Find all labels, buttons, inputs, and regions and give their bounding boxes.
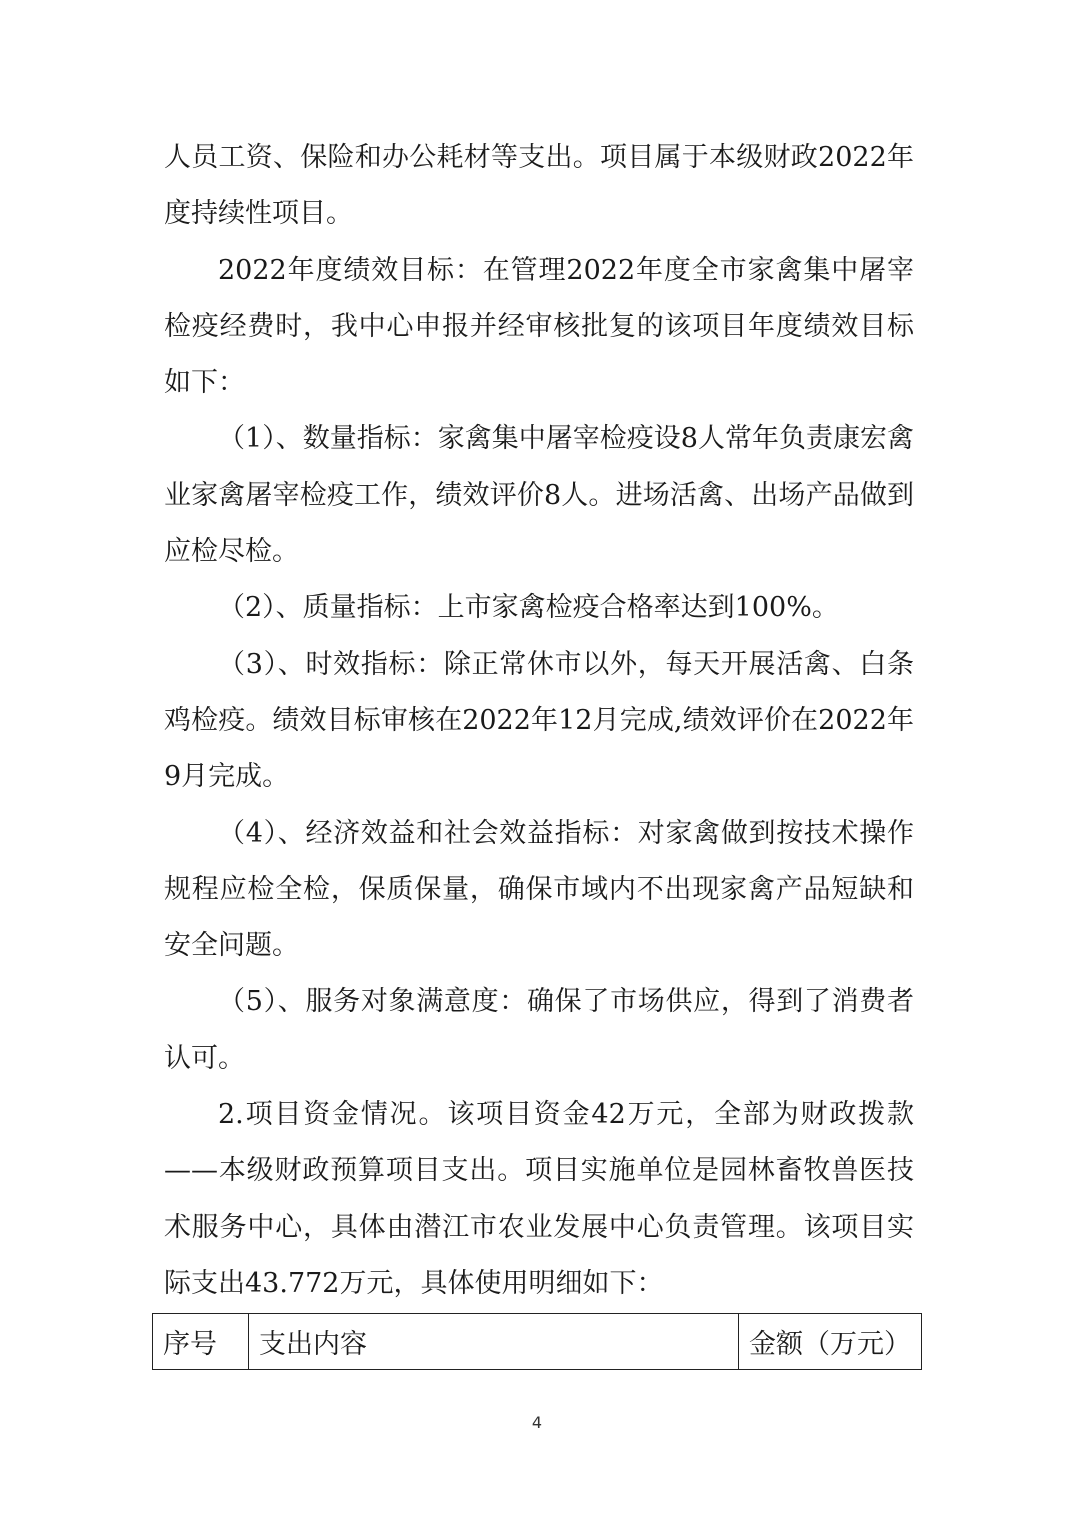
- paragraph-timeliness-indicator: （3）、时效指标：除正常休市以外，每天开展活禽、白条鸡检疫。绩效目标审核在2022年12月完成,绩效评价在2022年9月完成。: [164, 648, 914, 793]
- header-amount: 金额（万元）: [749, 1329, 911, 1360]
- page-number: 4: [531, 1413, 543, 1432]
- paragraph-quantity-indicator: （1）、数量指标：家禽集中屠宰检疫设8人常年负责康宏禽业家禽屠宰检疫工作，绩效评价8人。进场活禽、出场产品做到应检尽检。: [164, 423, 914, 568]
- paragraph-funding: 2.项目资金情况。该项目资金42万元，全部为财政拨款——本级财政预算项目支出。项目实施单位是园林畜牧兽医技术服务中心，具体由潜江市农业发展中心负责管理。该项目实际支出43.772万元，具体使用明细如下：: [164, 1099, 914, 1299]
- header-serial-number: 序号: [153, 1314, 249, 1369]
- paragraph-quality-indicator: （2）、质量指标：上市家禽检疫合格率达到100%。: [218, 592, 839, 624]
- expense-table-header: [152, 1313, 922, 1370]
- paragraph-benefit-indicator: （4）、经济效益和社会效益指标：对家禽做到按技术操作规程应检全检，保质保量，确保市域内不出现家禽产品短缺和安全问题。: [164, 817, 914, 962]
- paragraph-satisfaction: （5）、服务对象满意度：确保了市场供应，得到了消费者认可。: [164, 986, 914, 1074]
- header-expense-content: 支出内容: [249, 1314, 739, 1369]
- paragraph-performance-goal: 2022年度绩效目标：在管理2022年度全市家禽集中屠宰检疫经费时，我中心申报并经审核批复的该项目年度绩效目标如下：: [164, 254, 914, 399]
- body-text: [164, 130, 914, 1312]
- paragraph-continuation: 人员工资、保险和办公耗材等支出。项目属于本级财政2022年度持续性项目。: [164, 142, 914, 230]
